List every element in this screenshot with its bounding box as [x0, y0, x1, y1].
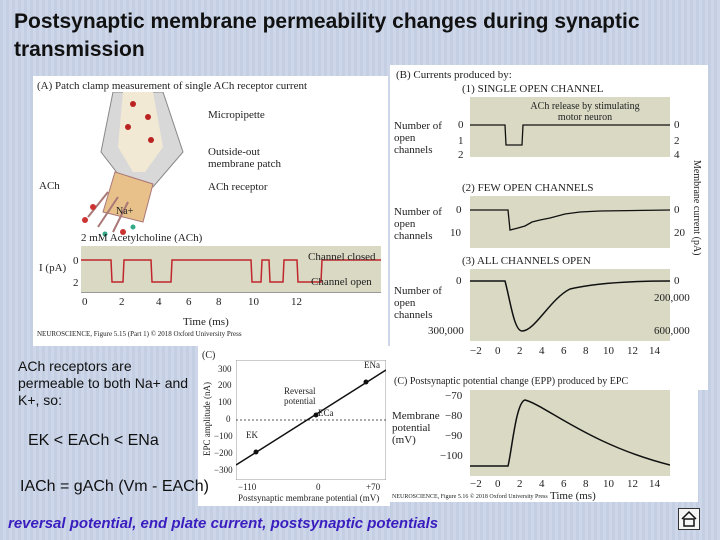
- rev-xtick-0: 0: [316, 482, 321, 492]
- b-xtick-m2: −2: [470, 345, 482, 357]
- epp-ytick-90: −90: [445, 430, 463, 442]
- panel-a-title: (A) Patch clamp measurement of single ACh receptor current: [37, 80, 308, 92]
- y-tick-2: 2: [73, 277, 79, 289]
- epp-xtick-m2: −2: [470, 478, 482, 490]
- rev-xtick-m110: −110: [238, 482, 257, 492]
- ylabel-left-1: Number of open channels: [394, 120, 442, 156]
- rev-ytick-m200: −200: [214, 448, 233, 458]
- epp-ytick-70: −70: [445, 390, 463, 402]
- x-axis: [81, 292, 381, 302]
- label-micropipette: Micropipette: [208, 109, 265, 121]
- y-axis-label: I (pA): [39, 262, 67, 274]
- x-tick-12: 12: [291, 296, 302, 308]
- ylabel-left-3: Number of open channels: [394, 285, 442, 321]
- few-open-trace: [470, 196, 670, 248]
- panel-a-credit: NEUROSCIENCE, Figure 5.15 (Part 1) © 2018 Oxford University Press: [37, 330, 242, 338]
- b-xtick-12: 12: [627, 345, 638, 357]
- label-membrane-patch: membrane patch: [208, 158, 281, 170]
- panel-b-sub3: (3) ALL CHANNELS OPEN: [462, 255, 591, 267]
- epp-xtick-2: 2: [517, 478, 523, 490]
- ylabel-left-2: Number of open channels: [394, 206, 442, 242]
- panel-c-epp: [390, 372, 698, 502]
- panel-c-rev-title: (C): [202, 350, 216, 361]
- single-open-trace: [470, 97, 670, 157]
- bullet-text: ACh receptors are permeable to both Na+ and K+, so:: [18, 358, 189, 408]
- tick2-left-0: 0: [456, 204, 462, 216]
- tick3-left-0: 0: [456, 275, 462, 287]
- tick1-right-2: 2: [674, 135, 680, 147]
- rev-eca: ECa: [318, 408, 334, 418]
- y-tick-0: 0: [73, 255, 79, 267]
- home-icon[interactable]: [678, 508, 700, 530]
- b-xtick-10: 10: [603, 345, 614, 357]
- epp-ytick-100: −100: [440, 450, 463, 462]
- epp-xtick-0: 0: [495, 478, 501, 490]
- label-channel-closed: Channel closed: [308, 251, 376, 263]
- rev-ytick-0: 0: [226, 414, 231, 424]
- label-ach-receptor: ACh receptor: [208, 181, 268, 193]
- epp-xtick-4: 4: [539, 478, 545, 490]
- release-annotation: ACh release by stimulating motor neuron: [530, 101, 640, 123]
- b-xtick-4: 4: [539, 345, 545, 357]
- rev-ytick-m300: −300: [214, 465, 233, 475]
- panel-b-sub1: (1) SINGLE OPEN CHANNEL: [462, 83, 604, 95]
- rev-ek: EK: [246, 430, 258, 440]
- panel-c-credit: NEUROSCIENCE, Figure 5.16 © 2018 Oxford University Press: [392, 494, 548, 500]
- rev-xlabel: Postsynaptic membrane potential (mV): [238, 493, 380, 503]
- label-ach: ACh: [39, 180, 60, 192]
- x-tick-0: 0: [82, 296, 88, 308]
- equation-current: IACh = gACh (Vm - EACh): [20, 478, 209, 495]
- tick1-left-2: 2: [458, 149, 464, 161]
- panel-b-sub2: (2) FEW OPEN CHANNELS: [462, 182, 594, 194]
- b-xtick-6: 6: [561, 345, 567, 357]
- tick2-right-0: 0: [674, 204, 680, 216]
- rev-ytick-100: 100: [218, 397, 232, 407]
- tick1-right-0: 0: [674, 119, 680, 131]
- tick3-left-300k: 300,000: [428, 325, 464, 337]
- label-concentration: 2 mM Acetylcholine (ACh): [81, 232, 203, 244]
- x-tick-10: 10: [248, 296, 259, 308]
- x-tick-8: 8: [216, 296, 222, 308]
- label-channel-open: Channel open: [311, 276, 372, 288]
- all-open-trace: [470, 269, 670, 341]
- tick1-right-4: 4: [674, 149, 680, 161]
- equation-reversal-order: EK < EACh < ENa: [28, 432, 159, 449]
- b-xtick-14: 14: [649, 345, 660, 357]
- epp-xtick-10: 10: [603, 478, 614, 490]
- label-na: Na+: [116, 206, 134, 217]
- panel-b: [390, 65, 708, 390]
- rev-ytick-300: 300: [218, 364, 232, 374]
- tick2-right-20: 20: [674, 227, 685, 239]
- tick1-left-1: 1: [458, 135, 464, 147]
- epp-xtick-8: 8: [583, 478, 589, 490]
- ylabel-right: Membrane current (pA): [691, 160, 702, 256]
- epp-ylabel: Membrane potential (mV): [392, 410, 440, 446]
- b-xtick-8: 8: [583, 345, 589, 357]
- epp-ytick-80: −80: [445, 410, 463, 422]
- rev-reversal: Reversal potential: [284, 386, 316, 406]
- x-tick-2: 2: [119, 296, 125, 308]
- rev-ytick-200: 200: [218, 380, 232, 390]
- rev-ytick-m100: −100: [214, 431, 233, 441]
- rev-ena: ENa: [364, 360, 380, 370]
- panel-c-reversal: [198, 346, 390, 506]
- epp-trace: [470, 390, 670, 476]
- panel-c-epp-title: (C) Postsynaptic potential change (EPP) produced by EPC: [394, 376, 629, 387]
- tick2-left-10: 10: [450, 227, 461, 239]
- patch-clamp-diagram: [33, 92, 203, 242]
- x-tick-4: 4: [156, 296, 162, 308]
- x-tick-6: 6: [186, 296, 192, 308]
- rev-ylabel: EPC amplitude (nA): [202, 382, 212, 456]
- epp-xtick-14: 14: [649, 478, 660, 490]
- epp-xtick-12: 12: [627, 478, 638, 490]
- epp-xlabel: Time (ms): [550, 490, 596, 502]
- tick1-left-0: 0: [458, 119, 464, 131]
- tick3-right-200k: 200,000: [654, 292, 690, 304]
- reversal-plot: [236, 360, 386, 480]
- b-xtick-0: 0: [495, 345, 501, 357]
- b-xtick-2: 2: [517, 345, 523, 357]
- footer-keywords: reversal potential, end plate current, postsynaptic potentials: [8, 515, 439, 532]
- x-axis-label: Time (ms): [183, 316, 229, 328]
- panel-a: [33, 76, 388, 346]
- tick3-right-600k: 600,000: [654, 325, 690, 337]
- panel-b-title: (B) Currents produced by:: [396, 69, 512, 81]
- epp-xtick-6: 6: [561, 478, 567, 490]
- tick3-right-0: 0: [674, 275, 680, 287]
- label-outside-out: Outside-out: [208, 146, 260, 158]
- slide-title: Postsynaptic membrane permeability changes during synaptic transmission: [14, 10, 640, 61]
- rev-xtick-70: +70: [366, 482, 381, 492]
